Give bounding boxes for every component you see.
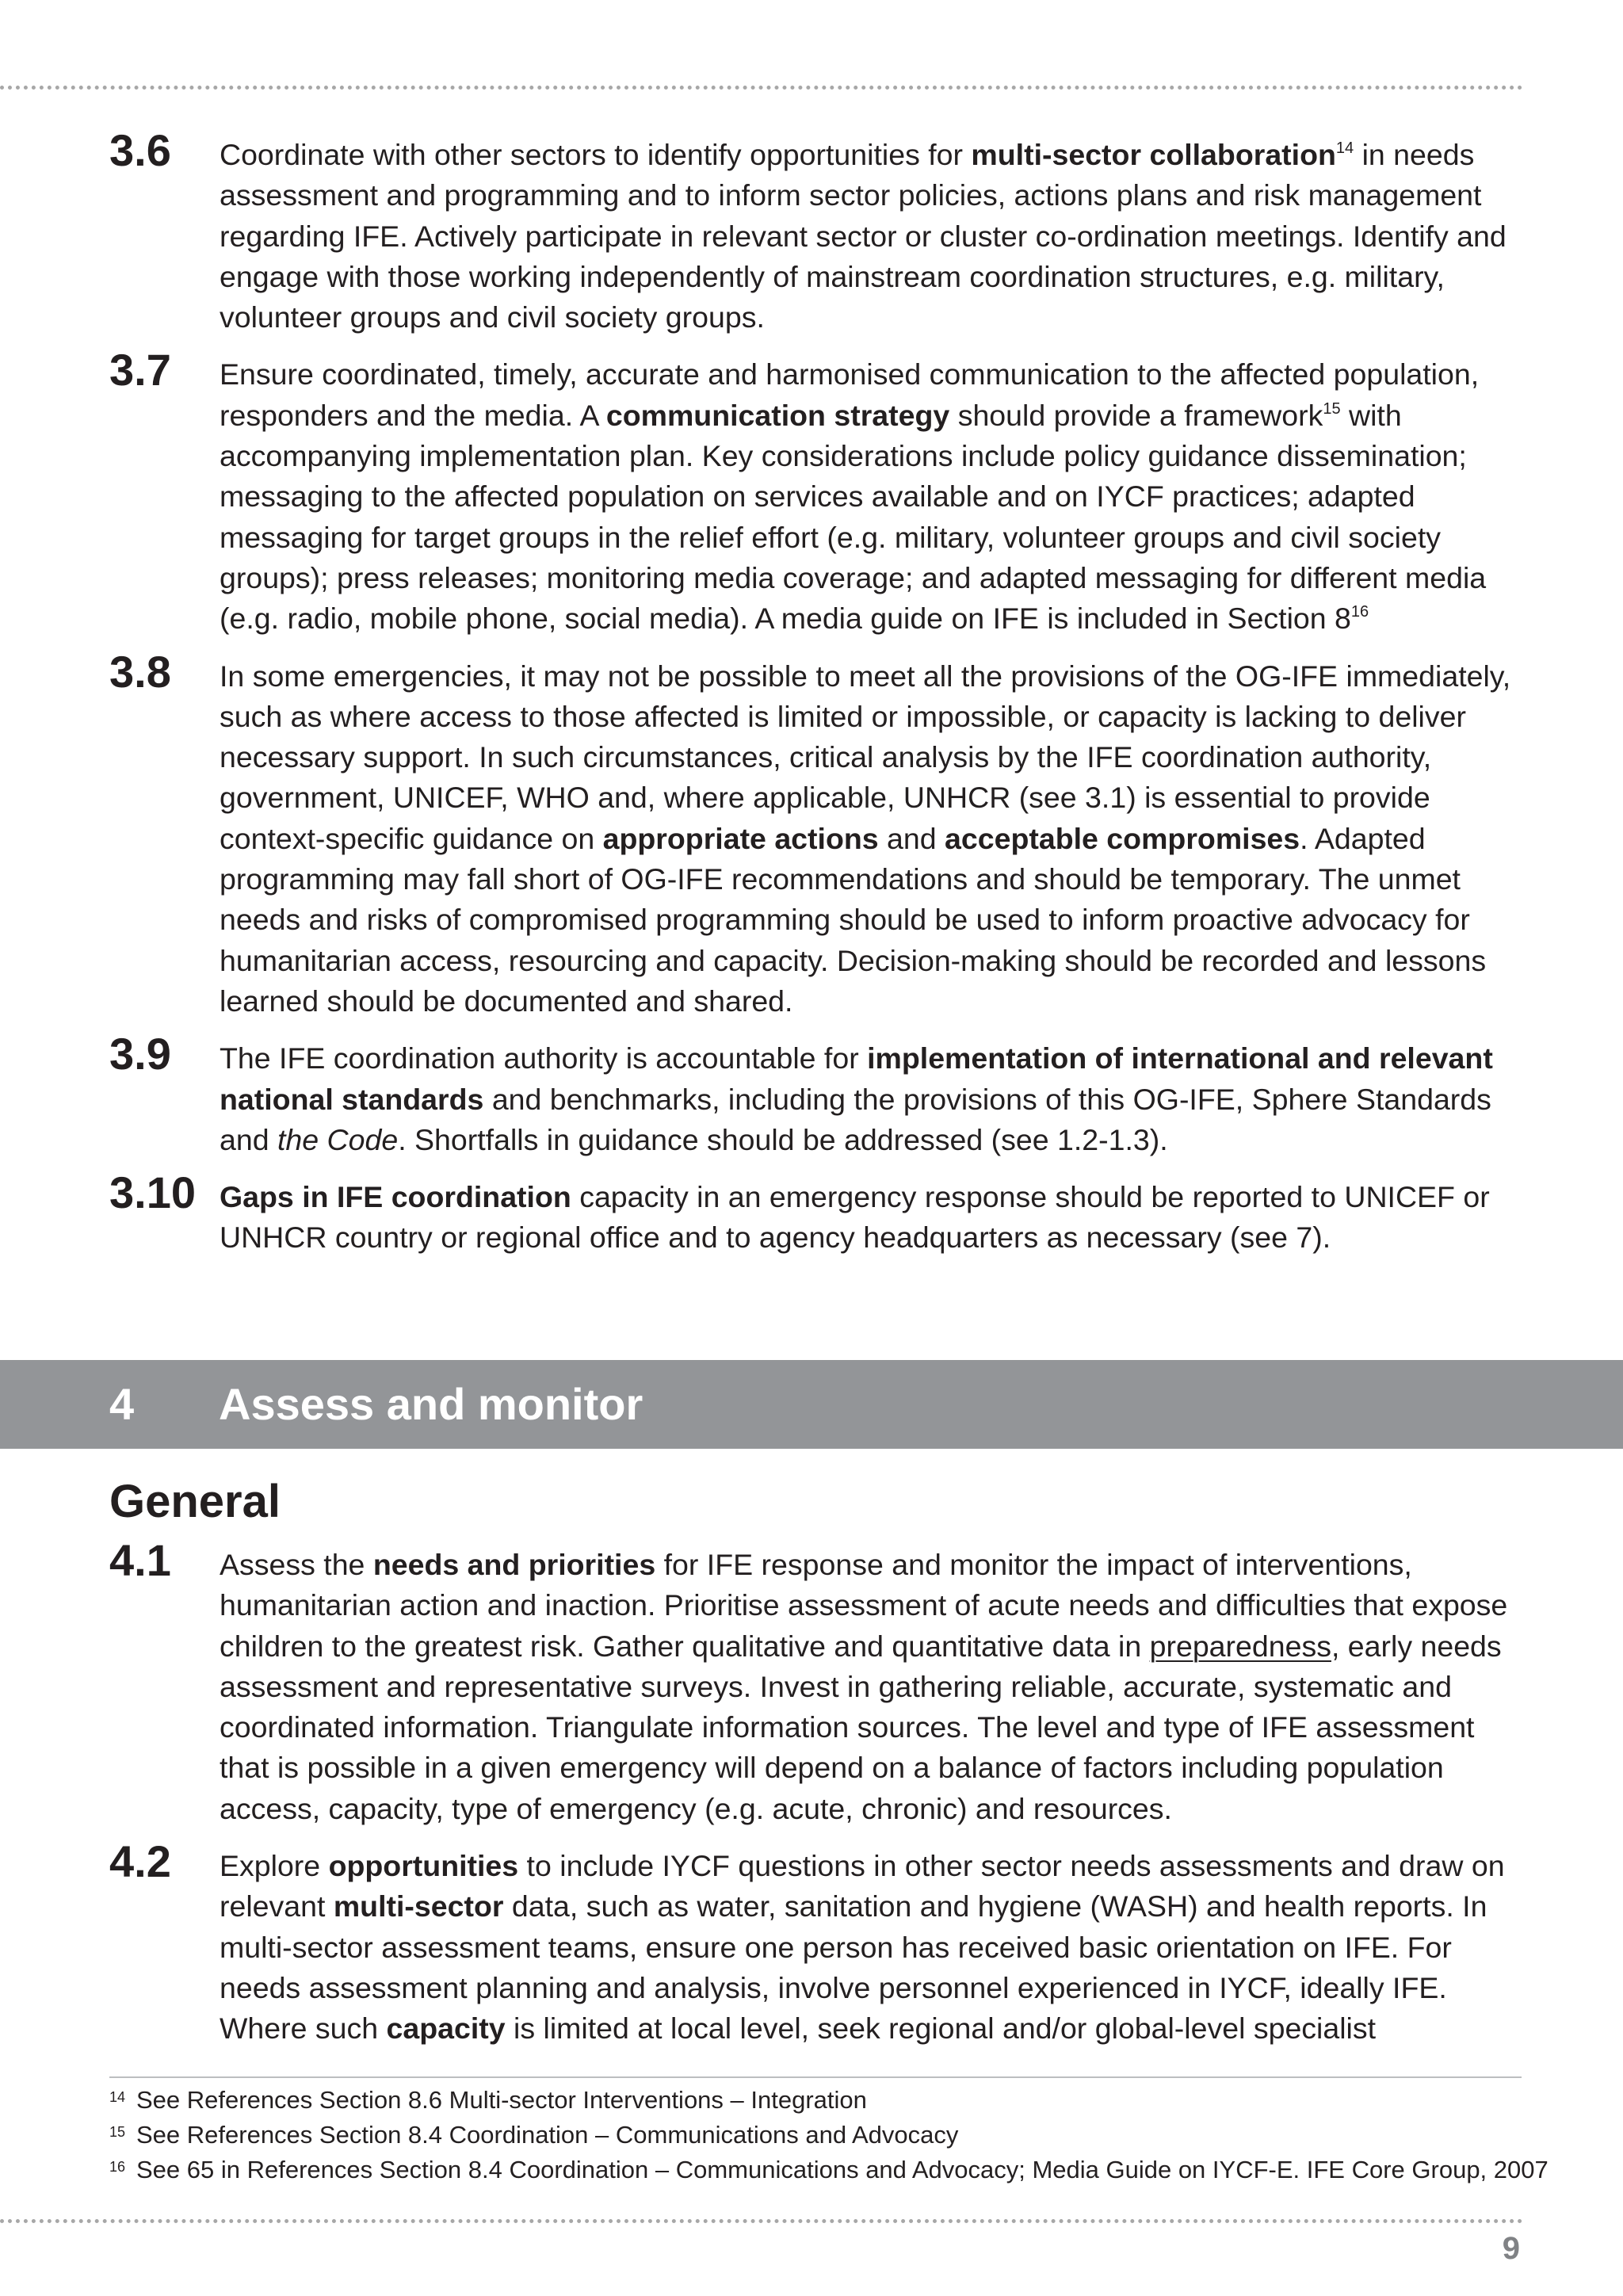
bold-text: multi-sector collaboration (971, 138, 1336, 171)
item-number: 3.9 (109, 1029, 171, 1079)
assess-items (109, 1470, 1522, 2066)
text-run: for IFE response and monitor the impact of interventions, humanitarian action and inaction. Prioritise assessment of acute needs and difficulties that expose children to the greatest risk. Gather qualitative and quantitative data in (220, 1548, 1508, 1663)
footnote-text: See References Section 8.6 Multi-sector Interventions – Integration (136, 2086, 867, 2114)
footnotes (109, 2083, 1549, 2187)
text-run: Ensure coordinated, timely, accurate and harmonised communication to the affected population, responders and the media. A (220, 357, 1480, 432)
section-item (109, 125, 1522, 338)
item-paragraph (220, 656, 1522, 1022)
section-item (109, 1167, 1522, 1259)
item-number: 3.7 (109, 345, 171, 395)
section-item (109, 345, 1522, 639)
bold-text: opportunities (328, 1849, 519, 1883)
coordination-items (109, 125, 1522, 1275)
section-heading-title: Assess and monitor (219, 1379, 643, 1429)
section-item (109, 1029, 1522, 1160)
footnote-ref: 16 (1350, 603, 1369, 621)
text-run: capacity in an emergency response should be reported to UNICEF or UNHCR country or regional office and to agency headquarters as necessary (see 7). (220, 1180, 1490, 1255)
footnote-number: 14 (109, 2089, 126, 2105)
footnote-text: See References Section 8.4 Coordination – Communications and Advocacy (136, 2121, 959, 2149)
bold-text: acceptable compromises (945, 821, 1300, 855)
text-run: data, such as water, sanitation and hygiene (WASH) and health reports. In multi-sector assessment teams, ensure one person has received basic orientation on IFE. For needs assessment planning and analysis, involve personnel experienced in IYCF, ideally IFE. Where such (220, 1889, 1487, 2046)
item-number: 3.8 (109, 646, 171, 697)
item-paragraph (220, 1545, 1522, 1829)
footnote-ref: 14 (1335, 139, 1354, 157)
text-run: Explore (220, 1849, 329, 1883)
section-heading-number: 4 (109, 1379, 135, 1429)
footnote-number: 16 (109, 2159, 126, 2175)
footnote (109, 2118, 1522, 2153)
item-number: 4.2 (109, 1836, 171, 1887)
bold-text: Gaps in IFE coordination (220, 1180, 571, 1214)
item-number: 3.6 (109, 125, 171, 175)
bold-text: communication strategy (605, 398, 950, 432)
subheading: General (109, 1476, 281, 1527)
item-number: 3.10 (109, 1167, 196, 1218)
item-paragraph (220, 1177, 1522, 1259)
text-run: Assess the (220, 1548, 373, 1581)
item-paragraph (220, 135, 1522, 338)
text-run: in needs assessment and programming and to inform sector policies, actions plans and risk management regarding IFE. Actively participate in relevant sector or cluster co-ordination meetings. Identify and engage with those working independently of mainstream coordination structures, e.g. military, volunteer groups and civil society groups. (220, 138, 1507, 334)
text-run: should provide a framework (949, 398, 1323, 432)
footnote-text: See 65 in References Section 8.4 Coordination – Communications and Advocacy; Media Guide on IYCF-E. IFE Core Group, 2007 (136, 2156, 1549, 2183)
footnote-ref: 15 (1323, 399, 1341, 418)
text-run: The IFE coordination authority is accountable for (220, 1041, 868, 1075)
section-item (109, 1535, 1522, 1829)
item-paragraph (220, 1846, 1522, 2049)
section-item (109, 1836, 1522, 2049)
text-run: In some emergencies, it may not be possible to meet all the provisions of the OG-IFE immediately, such as where access to those affected is limited or impossible, or capacity is lacking to deliver necessary support. In such circumstances, critical analysis by the IFE coordination authority, government, UNICEF, WHO and, where applicable, UNHCR (see 3.1) is essential to provide context-specific guidance on (220, 659, 1511, 855)
text-run: to include IYCF questions in other sector needs assessments and draw on relevant (220, 1849, 1505, 1924)
section-heading-band (0, 1360, 1623, 1449)
text-run: and (878, 821, 945, 855)
item-number: 4.1 (109, 1535, 171, 1585)
page-number: 9 (1502, 2231, 1520, 2266)
section-item (109, 646, 1522, 1022)
text-run: . Adapted programming may fall short of OG-IFE recommendations and should be temporary. The unmet needs and risks of compromised programming should be used to inform proactive advocacy for humanitarian access, resourcing and capacity. Decision-making should be recorded and lessons learned should be documented and shared. (220, 821, 1487, 1018)
text-run: is limited at local level, seek regional and/or global-level specialist (505, 2011, 1377, 2046)
footnote (109, 2083, 1522, 2118)
text-run: Coordinate with other sectors to identify opportunities for (220, 138, 972, 171)
footnote (109, 2153, 1549, 2187)
bold-text: needs and priorities (372, 1548, 656, 1581)
text-run: . Shortfalls in guidance should be addressed (see 1.2-1.3). (398, 1122, 1168, 1156)
top-dotted-rule (0, 86, 1523, 90)
footnote-rule (109, 2076, 1522, 2078)
text-run: , early needs assessment and representative surveys. Invest in gathering reliable, accurate, systematic and coordinated information. Triangulate information sources. The level and type of IFE assessment that is possible in a given emergency will depend on a balance of factors including population access, capacity, type of emergency (e.g. acute, chronic) and resources. (220, 1629, 1502, 1825)
footnote-number: 15 (109, 2124, 126, 2140)
text-run: with accompanying implementation plan. Key considerations include policy guidance dissemination; messaging to the affected population on services available and on IYCF practices; adapted messaging for target groups in the relief effort (e.g. military, volunteer groups and civil society groups); press releases; monitoring media coverage; and adapted messaging for different media (e.g. radio, mobile phone, social media). A media guide on IFE is included in Section 8 (220, 398, 1487, 636)
bold-text: capacity (386, 2011, 506, 2046)
bold-text: multi-sector (333, 1889, 504, 1924)
italic-text: the Code (277, 1122, 399, 1156)
bold-text: implementation of international and relevant national standards (220, 1041, 1493, 1116)
text-run: and benchmarks, including the provisions of this OG-IFE, Sphere Standards and (220, 1082, 1491, 1156)
bold-text: appropriate actions (602, 821, 879, 855)
bottom-dotted-rule (0, 2219, 1523, 2223)
underlined-text: preparedness (1149, 1629, 1331, 1663)
item-paragraph (220, 1038, 1522, 1160)
item-paragraph (220, 354, 1522, 639)
